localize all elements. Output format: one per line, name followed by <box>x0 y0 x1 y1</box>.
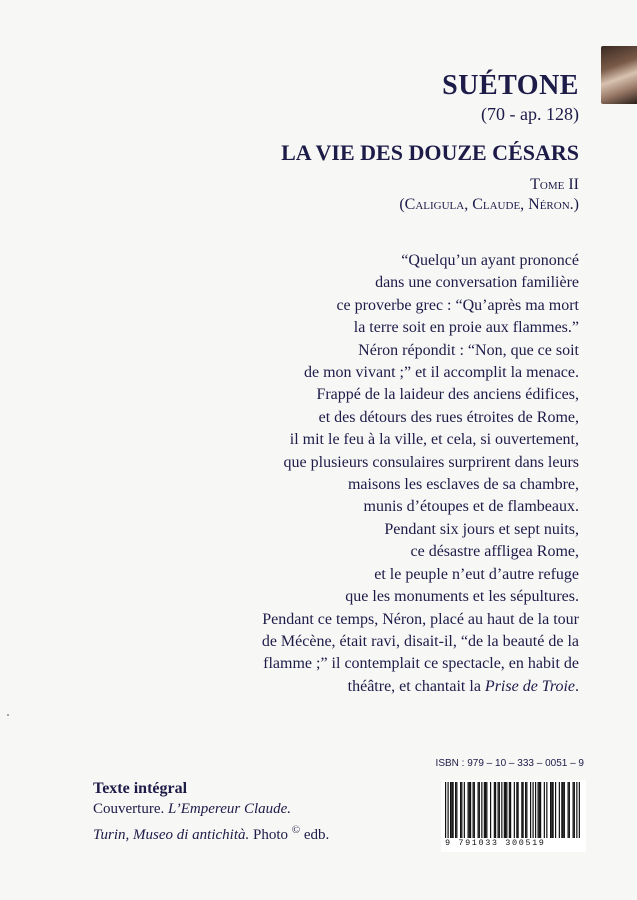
quote-line: ce proverbe grec : “Qu’après ma mort <box>336 296 579 314</box>
barcode-bar <box>516 782 517 838</box>
barcode-bar <box>568 782 569 838</box>
quote-passage <box>139 250 579 698</box>
barcode-bar <box>450 782 451 838</box>
barcode-bar <box>539 782 540 838</box>
barcode-bar <box>569 782 570 838</box>
barcode-bar <box>551 782 552 838</box>
barcode-bar <box>468 782 469 838</box>
credits-photo-line <box>93 820 329 846</box>
author-dates: (70 - ap. 128) <box>481 104 579 124</box>
barcode-bar <box>456 782 457 838</box>
barcode-bar <box>533 782 534 838</box>
quote-line: Pendant ce temps, Néron, placé au haut de la tour <box>262 610 579 628</box>
barcode-bar <box>553 782 554 838</box>
barcode-bar <box>448 782 449 838</box>
credits-photo-text: Photo <box>249 827 292 843</box>
barcode-bar <box>506 782 507 838</box>
speck <box>7 714 9 716</box>
barcode-bar <box>460 782 461 838</box>
barcode-bar <box>555 782 556 838</box>
barcode-bar <box>495 782 496 838</box>
barcode-bar <box>469 782 470 838</box>
barcode-bar <box>453 782 454 838</box>
barcode-bar <box>518 782 519 838</box>
barcode-bar <box>530 782 531 838</box>
barcode-bar <box>501 782 502 838</box>
quote-line: dans une conversation familière <box>375 274 579 292</box>
isbn-label: ISBN : 979 – 10 – 333 – 0051 – 9 <box>435 758 584 769</box>
barcode-bar <box>574 782 575 838</box>
barcode-bar <box>455 782 456 838</box>
barcode-bar <box>484 782 485 838</box>
quote-line: ce désastre affligea Rome, <box>410 543 579 561</box>
quote-line: et le peuple n’eut d’autre refuge <box>374 565 579 583</box>
quote-line: que plusieurs consulaires surprirent dans leurs <box>283 453 579 471</box>
copyright-symbol: © <box>291 824 301 836</box>
barcode-bar <box>494 782 495 838</box>
quote-last-prefix: théâtre, et chantait la <box>347 677 485 695</box>
credits-cover-prefix: Couverture. <box>93 801 168 817</box>
barcode-bar <box>514 782 515 838</box>
barcode-bar <box>544 782 545 838</box>
credits-museum: Turin, Museo di antichità. <box>93 827 250 843</box>
barcode-bar <box>445 782 446 838</box>
barcode-bar <box>559 782 560 838</box>
quote-line: “Quelqu’un ayant prononcé <box>401 252 579 269</box>
credits-cover-line <box>93 799 329 820</box>
barcode-bar <box>474 782 475 838</box>
barcode-bars <box>441 780 586 838</box>
barcode-bar <box>505 782 506 838</box>
quote-line: et des détours des rues étroites de Rome, <box>318 408 579 426</box>
barcode-bar <box>473 782 474 838</box>
barcode-bar <box>579 782 580 838</box>
quote-line: il mit le feu à la ville, et cela, si ouvertement, <box>289 431 579 449</box>
quote-line: la terre soit en proie aux flammes.” <box>353 319 579 337</box>
barcode-bar <box>481 782 482 838</box>
barcode-bar <box>540 782 541 838</box>
credits-block <box>93 778 329 846</box>
barcode-bar <box>550 782 551 838</box>
barcode-bar <box>573 782 574 838</box>
barcode-bar <box>464 782 465 838</box>
barcode-bar <box>486 782 487 838</box>
barcode-bar <box>479 782 480 838</box>
barcode-bar <box>461 782 462 838</box>
barcode-bar <box>478 782 479 838</box>
barcode-bar <box>504 782 505 838</box>
barcode-bar <box>510 782 511 838</box>
barcode-bar <box>485 782 486 838</box>
quote-line: Frappé de la laideur des anciens édifices, <box>316 386 579 404</box>
barcode-bar <box>546 782 547 838</box>
quote-line: munis d’étoupes et de flambeaux. <box>363 498 579 516</box>
barcode-bar <box>498 782 499 838</box>
quote-work-title: Prise de Troie <box>484 677 575 695</box>
volume-label: Tome II <box>530 176 579 193</box>
quote-line: que les monuments et les sépultures. <box>345 588 579 606</box>
book-title: LA VIE DES DOUZE CÉSARS <box>281 140 579 165</box>
barcode-bar <box>563 782 564 838</box>
barcode-bar <box>470 782 471 838</box>
barcode-bar <box>509 782 510 838</box>
volume-contents: (Caligula, Claude, Néron.) <box>399 196 579 213</box>
barcode-bar <box>564 782 565 838</box>
quote-line: Néron répondit : “Non, que ce soit <box>358 341 579 359</box>
barcode-bar <box>538 782 539 838</box>
barcode-bar <box>490 782 491 838</box>
credits-heading: Texte intégral <box>93 780 188 797</box>
barcode-bar <box>521 782 522 838</box>
barcode-bar <box>499 782 500 838</box>
barcode-bar <box>561 782 562 838</box>
credits-cover-work: L’Empereur Claude. <box>167 801 292 817</box>
quote-line: de Mécène, était ravi, disait-il, “de la beauté de la <box>261 632 579 650</box>
quote-line: maisons les esclaves de sa chambre, <box>347 476 579 494</box>
barcode-bar <box>576 782 577 838</box>
barcode-digits: 9 791033 300519 <box>445 838 585 848</box>
barcode-bar <box>535 782 536 838</box>
quote-line: Pendant six jours et sept nuits, <box>384 520 579 538</box>
barcode-bar <box>523 782 524 838</box>
barcode-bar <box>526 782 527 838</box>
quote-line: de mon vivant ;” et il accomplit la menace. <box>303 364 579 382</box>
credits-photo-suffix: edb. <box>300 827 330 843</box>
barcode-bar <box>451 782 452 838</box>
quote-last-suffix: . <box>575 677 579 695</box>
author-name: SUÉTONE <box>442 70 579 101</box>
cover-thumbnail <box>601 46 637 104</box>
barcode-bar <box>525 782 526 838</box>
quote-last-line <box>139 676 579 698</box>
quote-line: flamme ;” il contemplait ce spectacle, en habit de <box>263 655 579 673</box>
